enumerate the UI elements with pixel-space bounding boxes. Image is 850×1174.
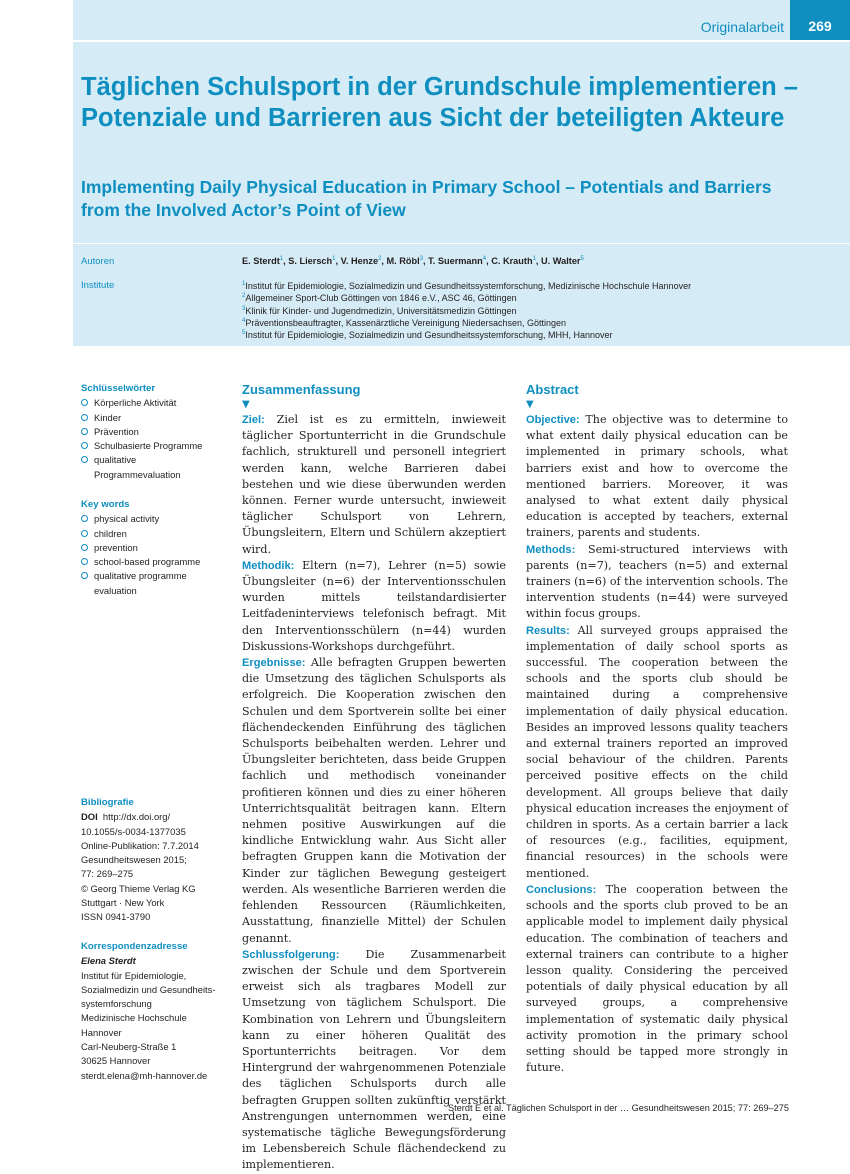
bullet-icon bbox=[81, 442, 88, 449]
abstract-english bbox=[526, 381, 788, 1076]
bullet-icon bbox=[81, 428, 88, 435]
abstract-german-heading: Zusammenfassung bbox=[242, 382, 361, 397]
bullet-icon bbox=[81, 558, 88, 565]
institute-item: $^5$Institut für Epidemiologie, Sozialmedizin und Gesundheitssystemforschung, MHH, Hannover bbox=[242, 330, 613, 341]
institutes-label: Institute bbox=[81, 280, 115, 291]
biblio-line: Stuttgart · New York bbox=[81, 897, 165, 909]
keywords-german bbox=[81, 382, 231, 482]
bullet-icon bbox=[81, 414, 88, 421]
keyword-item: Prävention bbox=[81, 425, 231, 439]
keyword-item: children bbox=[81, 527, 231, 541]
author: S. Liersch$^1$, bbox=[288, 256, 341, 266]
author: C. Krauth$^1$, bbox=[491, 256, 542, 266]
running-header bbox=[73, 0, 850, 40]
institute-item: $^1$Institut für Epidemiologie, Sozialmedizin und Gesundheitssystemforschung, Medizinische Hochschule Hannover bbox=[242, 281, 692, 291]
bullet-icon bbox=[81, 399, 88, 406]
address-line: Sozialmedizin und Gesundheits- bbox=[81, 983, 216, 995]
author: M. Röbl$^3$, bbox=[386, 256, 429, 266]
address-line: Hannover bbox=[81, 1026, 122, 1038]
arrow-down-icon: ▼ bbox=[242, 399, 250, 410]
keyword-item: Schulbasierte Programme bbox=[81, 439, 231, 453]
institute-item: $^3$Klinik für Kinder- und Jugendmedizin, Universitätsmedizin Göttingen bbox=[242, 305, 517, 316]
authors-label: Autoren bbox=[81, 256, 115, 267]
page-number: 269 bbox=[790, 0, 850, 40]
title-german: Täglichen Schulsport in der Grundschule implementieren – Potenziale und Barrieren aus Sicht der beteiligten Akteure bbox=[81, 73, 798, 132]
keyword-item: qualitative programme evaluation bbox=[81, 569, 214, 598]
biblio-line: Online-Publikation: 7.7.2014 bbox=[81, 839, 199, 851]
bullet-icon bbox=[81, 515, 88, 522]
email-link[interactable]: sterdt.elena@mh-hannover.de bbox=[81, 1069, 208, 1081]
correspondence bbox=[81, 940, 231, 1083]
arrow-down-icon: ▼ bbox=[526, 399, 534, 410]
abstract-section: Ergebnisse: Alle befragten Gruppen bewerten die Umsetzung des täglichen Schulsports als erfolgreich. Die Kooperation zwischen den Schulen und dem Sportverein sollte bei einer flächendeckenden Einführung des täglichen Schulsports beibehalten werden. Lehrer und Übungsleiter berichteten, dass beide Gruppen fachlich und methodisch voneinander profitieren können und dies zu einer höheren Unterrichtsqualität beitragen kann. Eltern nehmen positive Auswirkungen auf die kindliche Entwicklung wahr. Aus Sicht aller befragten Gruppen kann die Motivation der Kinder zur täglichen Bewegung gesteigert werden. Als wesentliche Barrieren werden die fehlenden Ressourcen (Räumlichkeiten, Ausstattung, finanzielle Mittel) der Schulen genannt. bbox=[242, 656, 506, 945]
keywords-english-title: Key words bbox=[81, 499, 130, 510]
bibliography-title: Bibliografie bbox=[81, 797, 134, 808]
keyword-item: school-based programme bbox=[81, 555, 231, 569]
institute-item: $^4$Präventionsbeauftragter, Kassenärztliche Vereinigung Niedersachsen, Göttingen bbox=[242, 317, 567, 328]
keywords-german-title: Schlüsselwörter bbox=[81, 383, 156, 394]
abstract-section: Conclusions: The cooperation between the schools and the sports club proved to be an applicable model to implement daily physical education. The combination of teachers and external trainers can contribute to a higher lesson quality. Considering the perceived potentials of daily physical education by all surveyed groups, a comprehensive implementation of systematic daily physical activity promotion in the primary school setting should be tapped more strongly in future. bbox=[526, 882, 788, 1075]
meta-divider bbox=[73, 243, 850, 244]
biblio-line: ISSN 0941-3790 bbox=[81, 911, 151, 923]
address-line: 30625 Hannover bbox=[81, 1055, 151, 1067]
title-english: Implementing Daily Physical Education in Primary School – Potentials and Barriers from the Involved Actor’s Point of View bbox=[81, 177, 772, 220]
address-line: Institut für Epidemiologie, bbox=[81, 969, 187, 981]
page-footer: Sterdt E et al. Täglichen Schulsport in der … Gesundheitswesen 2015; 77: 269–275 bbox=[447, 1103, 789, 1113]
biblio-line: Gesundheitswesen 2015; bbox=[81, 854, 187, 866]
bullet-icon bbox=[81, 544, 88, 551]
abstract-section: Objective: The objective was to determine to what extent daily physical education can be implemented in primary schools, what barriers exist and how to overcome the mentioned barriers. Moreover, it was analysed to what extent daily physical education is accepted by teachers, external trainers, parents and students. bbox=[526, 413, 788, 540]
abstract-german bbox=[242, 381, 506, 1174]
keyword-item: Körperliche Aktivität bbox=[81, 396, 231, 410]
address-line: Medizinische Hochschule bbox=[81, 1012, 187, 1024]
keyword-item: physical activity bbox=[81, 512, 231, 526]
bibliography bbox=[81, 796, 231, 925]
author-list bbox=[242, 256, 584, 266]
biblio-line: 77: 269–275 bbox=[81, 868, 134, 880]
keyword-item: Kinder bbox=[81, 411, 231, 425]
abstract-section: Results: All surveyed groups appraised the implementation of daily school sports as successful. The cooperation between the schools and the sports club should be maintained during a comprehensive implementation of daily physical education. Besides an improved lessons quality teachers and external trainers reported an improved social behaviour of the children. Parents perceived positive effects on the child development. All groups believe that daily physical education increases the enjoyment of children in sports. As a certain barrier a lack of resources (e.g., facilities, equipment, financial resources) in the schools were mentioned. bbox=[526, 623, 788, 880]
header-divider bbox=[73, 40, 850, 42]
abstract-section: Ziel: Ziel ist es zu ermitteln, inwieweit täglicher Sportunterricht in die Grundschule fachlich, strukturell und personell integriert werden kann, welche Barrieren dabei bestehen und wie diese überwunden werden können. Ferner wurde untersucht, inwieweit täglicher Schulsport von Lehrern, Übungsleitern, Eltern und Schülern akzeptiert wird. bbox=[242, 413, 506, 556]
address-line: Carl-Neuberg-Straße 1 bbox=[81, 1041, 177, 1053]
correspondence-name: Elena Sterdt bbox=[81, 955, 136, 967]
abstract-section: Methods: Semi-structured interviews with parents (n=7), teachers (n=5) and external trainers (n=6) of the intervention schools. The intervention students (n=44) were surveyed within focus groups. bbox=[526, 542, 789, 621]
institute-item: $^2$Allgemeiner Sport-Club Göttingen von 1846 e.V., ASC 46, Göttingen bbox=[242, 293, 517, 304]
keyword-item: qualitative Programmevaluation bbox=[81, 453, 199, 482]
institute-list bbox=[242, 280, 691, 341]
section-label: Originalarbeit bbox=[700, 19, 784, 35]
bullet-icon bbox=[81, 530, 88, 537]
keywords-english bbox=[81, 498, 231, 598]
author: T. Suermann$^4$, bbox=[428, 256, 492, 266]
bullet-icon bbox=[81, 456, 88, 463]
biblio-line: 10.1055/s-0034-1377035 bbox=[81, 825, 186, 837]
address-line: systemforschung bbox=[81, 998, 152, 1010]
author: V. Henze$^2$, bbox=[340, 256, 387, 266]
biblio-line: © Georg Thieme Verlag KG bbox=[81, 882, 196, 894]
correspondence-title: Korrespondenzadresse bbox=[81, 941, 188, 952]
abstract-section: Methodik: Eltern (n=7), Lehrer (n=5) sowie Übungsleiter (n=6) der Interventionsschulen wurden mittels teilstandardisierter Leitfadeninterviews telefonisch befragt. Mit den Interventionsschülern (n=44) wurden Diskussions-Workshops durchgeführt. bbox=[242, 558, 506, 653]
doi-line: DOI http://dx.doi.org/ bbox=[81, 811, 171, 823]
abstract-english-heading: Abstract bbox=[526, 382, 579, 397]
keyword-item: prevention bbox=[81, 541, 231, 555]
author: E. Sterdt$^1$, bbox=[242, 256, 289, 266]
abstract-section: Schlussfolgerung: Die Zusammenarbeit zwischen der Schule und dem Sportverein erweist sich als tragbares Modell zur Umsetzung von täglichem Schulsport. Die Kombination von Lehrern und Übungsleitern kann zu einer höheren Qualität des Sportunterrichts beitragen. Vor dem Hintergrund der wahrgenommenen Potenziale des täglichen Schulsports durch alle befragten Gruppen sollten zukünftig verstärkt Anstrengungen unternommen werden, eine systematische tägliche Bewegungsförderung im Lebensbereich Schule flächendeckend zu implementieren. bbox=[242, 947, 506, 1172]
author: U. Walter$^5$ bbox=[541, 256, 584, 266]
bullet-icon bbox=[81, 572, 88, 579]
